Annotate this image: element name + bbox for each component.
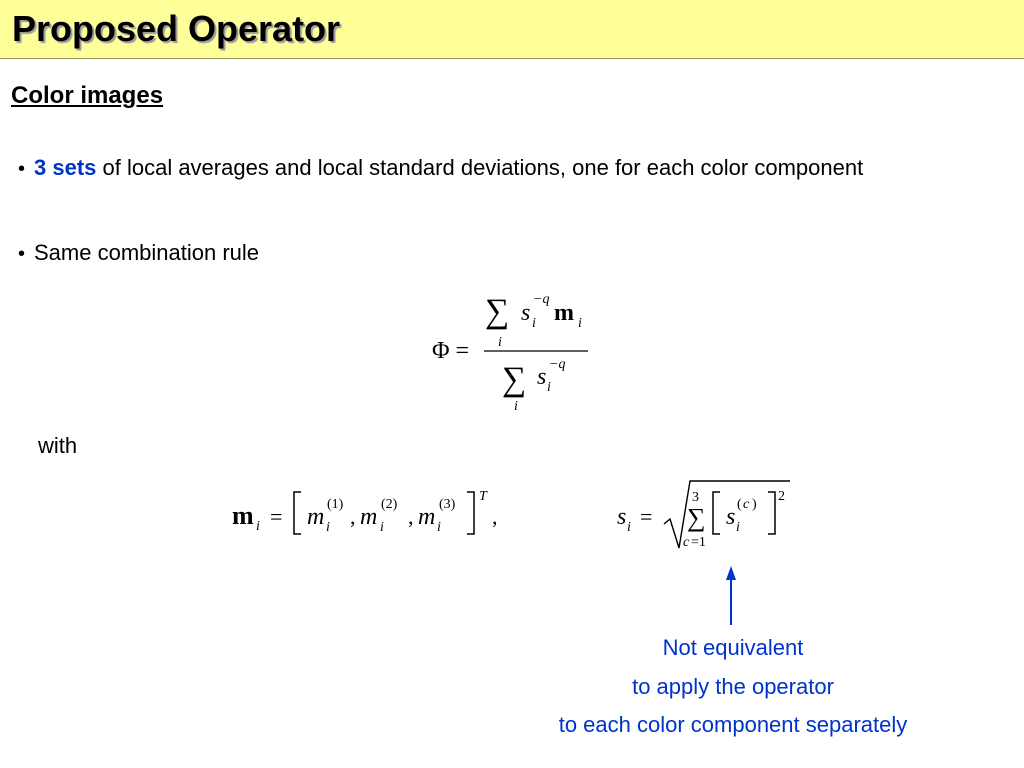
- svg-text:=: =: [270, 504, 283, 529]
- svg-text:s: s: [521, 300, 531, 326]
- svg-text:,: ,: [492, 504, 498, 529]
- svg-text:m: m: [232, 501, 254, 530]
- svg-text:∑: ∑: [687, 503, 706, 532]
- svg-text:c: c: [683, 535, 690, 550]
- svg-text:(3): (3): [439, 497, 456, 512]
- phi-formula: [432, 292, 588, 414]
- annotation-line-3: to each color component separately: [558, 712, 908, 737]
- svg-text:c: c: [743, 497, 750, 512]
- svg-text:=: =: [640, 504, 653, 529]
- svg-text:2: 2: [778, 489, 785, 504]
- section-heading: Color images: [11, 82, 164, 109]
- svg-text:(2): (2): [381, 497, 398, 512]
- svg-text:−q: −q: [533, 292, 550, 307]
- svg-text:i: i: [514, 399, 518, 414]
- bullet-dot-icon: •: [18, 158, 26, 180]
- svg-text:∑: ∑: [502, 361, 527, 398]
- svg-text:m: m: [360, 504, 378, 530]
- svg-text:m: m: [307, 504, 325, 530]
- svg-text:Φ =: Φ =: [432, 338, 470, 364]
- svg-text:,: ,: [350, 504, 356, 529]
- mi-formula: [232, 489, 498, 535]
- svg-text:(1): (1): [327, 497, 344, 512]
- svg-text:i: i: [578, 316, 582, 331]
- svg-text:T: T: [479, 489, 487, 504]
- svg-text:m: m: [554, 300, 574, 326]
- svg-text:i: i: [326, 520, 330, 535]
- svg-text:s: s: [537, 364, 547, 390]
- svg-text:i: i: [498, 335, 502, 350]
- bullet-text: of local averages and local standard deviations, one for each color component: [96, 155, 864, 180]
- svg-text:i: i: [256, 519, 260, 534]
- annotation-line-1: Not equivalent: [662, 635, 804, 660]
- slide-title: Proposed Operator: [12, 8, 341, 49]
- svg-text:i: i: [547, 380, 551, 395]
- svg-text:m: m: [418, 504, 436, 530]
- svg-text:): ): [752, 497, 757, 512]
- svg-text:i: i: [736, 520, 740, 535]
- bullet-highlight: 3 sets: [34, 155, 97, 180]
- svg-text:∑: ∑: [485, 293, 510, 330]
- svg-text:(: (: [737, 497, 742, 512]
- svg-text:−q: −q: [549, 357, 566, 372]
- svg-text:i: i: [532, 316, 536, 331]
- svg-text:i: i: [380, 520, 384, 535]
- bullet-text: Same combination rule: [34, 240, 260, 265]
- svg-text:s: s: [617, 504, 627, 530]
- si-formula: [617, 481, 790, 550]
- svg-text:3: 3: [692, 490, 699, 505]
- bullet-dot-icon: •: [18, 243, 26, 265]
- svg-text:,: ,: [408, 504, 414, 529]
- with-label: with: [38, 433, 78, 458]
- svg-text:i: i: [627, 520, 631, 535]
- svg-text:s: s: [726, 504, 736, 530]
- svg-text:i: i: [437, 520, 441, 535]
- annotation-line-2: to apply the operator: [632, 674, 834, 699]
- up-arrow-icon: [726, 566, 736, 625]
- svg-text:=1: =1: [691, 535, 706, 550]
